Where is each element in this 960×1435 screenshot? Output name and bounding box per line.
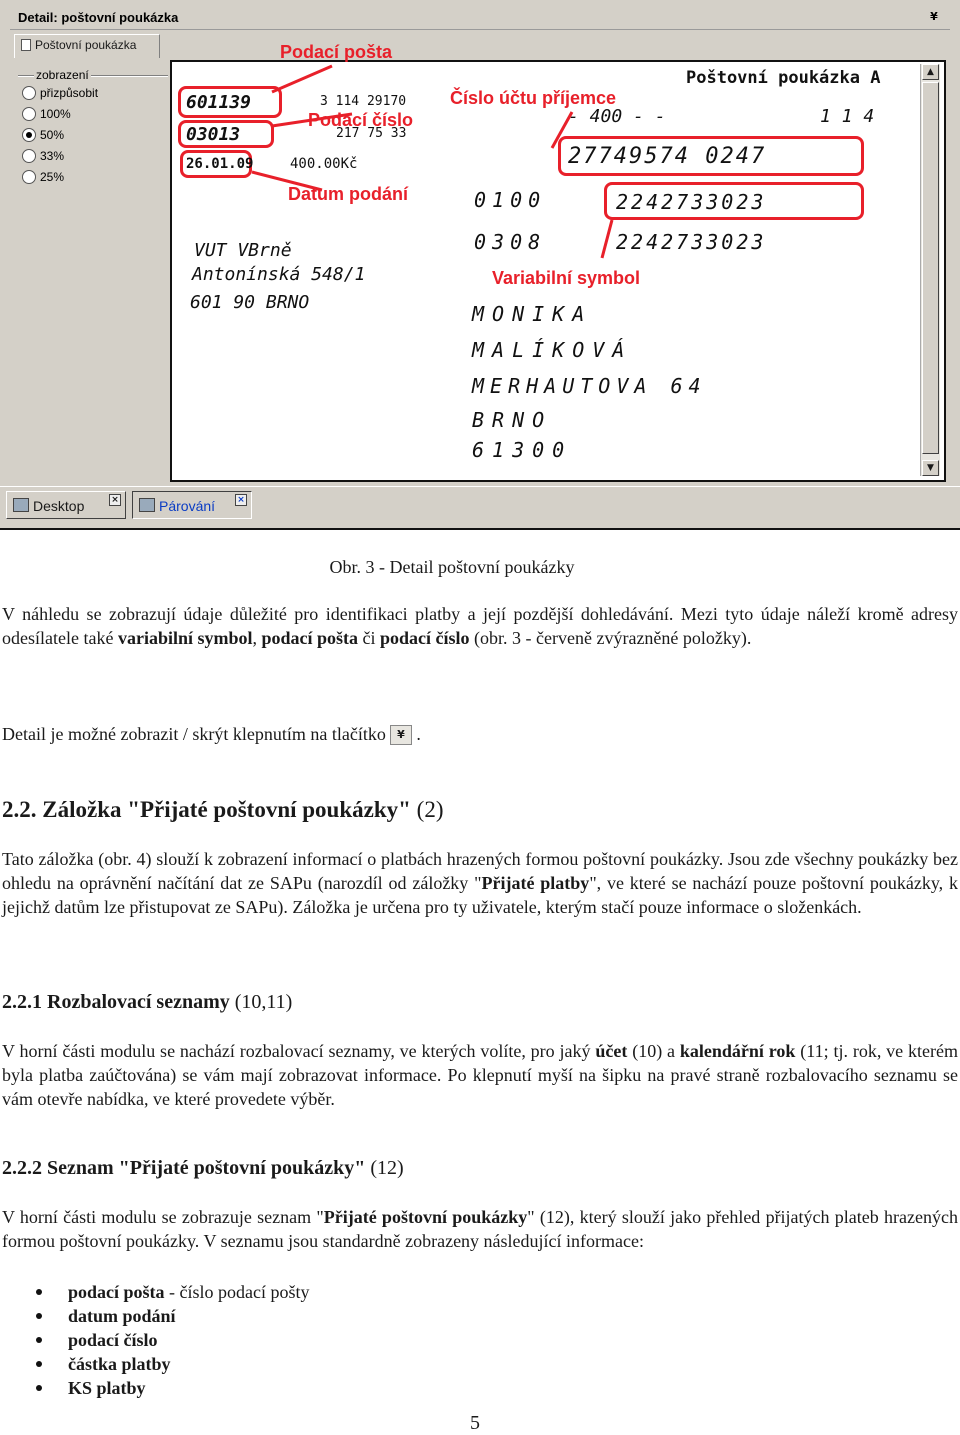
value-amount-top: 3 114 29170 [320, 94, 407, 109]
value-datum: 26.01.09 [186, 156, 254, 172]
value-amount-mid: 217 75 33 [336, 126, 407, 141]
figure-caption: Obr. 3 - Detail poštovní poukázky [329, 557, 575, 577]
paragraph-5: V horní části modulu se zobrazuje seznam "Přijaté poštovní poukázky" (12), který slouží jako přehled přijatých plateb hrazených formou poštovní poukázky. V seznamu jsou standardně zobrazeny následující informace: [2, 1207, 958, 1251]
value-cislo-uctu: 27749574 0247 [568, 144, 767, 169]
desktop-icon [13, 498, 29, 512]
collapse-detail-button[interactable]: ¥ [930, 10, 938, 23]
value-podaci-cislo: 03013 [186, 124, 241, 145]
taskbar [0, 486, 960, 526]
zoom-option-25[interactable]: 25% [22, 170, 64, 184]
zoom-option-33[interactable]: 33% [22, 149, 64, 163]
list-item: podací pošta - číslo podací pošty [36, 1280, 310, 1304]
value-account-prefix: - 400 - - [568, 106, 666, 127]
radio-icon [22, 86, 36, 100]
sender-line-2: Antonínská 548/1 [192, 264, 366, 285]
scroll-up-icon[interactable]: ▲ [922, 64, 939, 80]
label-variabilni-symbol: Variabilní symbol [492, 268, 641, 288]
value-podaci-posta: 601139 [186, 92, 252, 113]
window-titlebar [10, 6, 950, 30]
section-heading-2-2-1: 2.2.1 Rozbalovací seznamy (10,11) [2, 991, 293, 1013]
label-podaci-posta: Podací pošta [280, 42, 393, 62]
detail-window [0, 0, 960, 530]
zoom-option-fit[interactable]: přizpůsobit [22, 86, 98, 100]
list-item: datum podání [36, 1304, 310, 1328]
form-title: Poštovní poukázka A [686, 68, 881, 88]
paragraph-4: V horní části modulu se nachází rozbalovací seznamy, ve kterých volíte, pro jaký účet (10) a kalendářní rok (11; tj. rok, ve kterém byla platba zaúčtována) se vám mají zobrazovat informace. Po klepnutí myší na šipku na pravé straně rozbalovacího seznamu se vám otevře nabídka, ve které provedete výběr. [2, 1041, 958, 1109]
taskbar-desktop[interactable] [6, 491, 126, 519]
taskbar-parovani-label: Párování [159, 498, 216, 514]
inline-collapse-button-icon: ¥ [390, 725, 412, 745]
info-list [36, 1280, 310, 1400]
window-title: Detail: poštovní poukázka [18, 10, 179, 25]
value-bank-code: 0100 [474, 188, 547, 212]
close-icon[interactable]: × [109, 494, 121, 506]
sender-line-3: 601 90 BRNO [190, 292, 310, 313]
label-datum-podani: Datum podání [288, 184, 408, 204]
list-item: podací číslo [36, 1328, 310, 1352]
list-item: KS platby [36, 1376, 310, 1400]
label-podaci-cislo: Podací číslo [308, 110, 414, 130]
recipient-line-2: MALÍKOVÁ [472, 338, 633, 362]
close-icon[interactable]: × [235, 494, 247, 506]
list-item: částka platby [36, 1352, 310, 1376]
value-account-prefix-right: 1 1 4 [820, 106, 875, 127]
document-icon [21, 39, 31, 51]
scroll-down-icon[interactable]: ▼ [922, 460, 939, 476]
zoom-option-50[interactable]: 50% [22, 128, 64, 142]
tab-postovni-poukazka[interactable] [14, 34, 160, 58]
value-castka: 400.00Kč [290, 156, 358, 172]
vertical-scrollbar[interactable] [920, 64, 940, 476]
tab-label: Poštovní poukázka [35, 38, 137, 52]
label-cislo-uctu: Číslo účtu příjemce [450, 88, 617, 108]
section-heading-2-2-2: 2.2.2 Seznam "Přijaté poštovní poukázky" (12) [2, 1157, 404, 1179]
recipient-line-4: BRNO [472, 408, 553, 432]
paragraph-2: Detail je možné zobrazit / skrýt klepnutím na tlačítko ¥ . [2, 724, 421, 744]
value-ks: 0308 [474, 230, 547, 254]
section-heading-2-2: 2.2. Záložka "Přijaté poštovní poukázky" (2) [2, 797, 444, 822]
radio-icon [22, 170, 36, 184]
page-number: 5 [470, 1412, 480, 1434]
paragraph-1: V náhledu se zobrazují údaje důležité pro identifikaci platby a její pozdější dohledávání. Mezi tyto údaje náleží kromě adresy odesílatele také variabilní symbol, podací pošta či podací číslo (obr. 3 - červeně zvýrazněné položky). [2, 604, 958, 648]
parovani-icon [139, 498, 155, 512]
zoom-group-label: zobrazení [36, 68, 89, 82]
recipient-line-1: MONIKA [472, 302, 593, 326]
taskbar-desktop-label: Desktop [33, 498, 85, 514]
zoom-option-100[interactable]: 100% [22, 107, 71, 121]
value-vs-duplicate: 2242733023 [616, 230, 767, 254]
recipient-line-3: MERHAUTOVA 64 [472, 374, 707, 398]
poukazka-image-viewer [170, 42, 946, 482]
radio-selected-icon [22, 128, 36, 142]
radio-icon [22, 149, 36, 163]
radio-icon [22, 107, 36, 121]
paragraph-3: Tato záložka (obr. 4) slouží k zobrazení informací o platbách hrazených formou poštovní poukázky. Jsou zde všechny poukázky bez ohledu na oprávnění načítání dat ze SAPu (narozdíl od záložky "Přijaté platby", ve které se nachází pouze poštovní poukázky, k jejichž datům lze přistupovat ze SAPu). Záložka je určena pro ty uživatele, kterým stačí pouze informace o složenkách. [2, 849, 959, 917]
value-variabilni-symbol: 2242733023 [616, 190, 767, 214]
sender-line-1: VUT VBrně [194, 240, 292, 261]
scroll-thumb[interactable] [922, 82, 939, 454]
taskbar-parovani[interactable] [132, 491, 252, 519]
recipient-line-5: 61300 [472, 438, 573, 462]
